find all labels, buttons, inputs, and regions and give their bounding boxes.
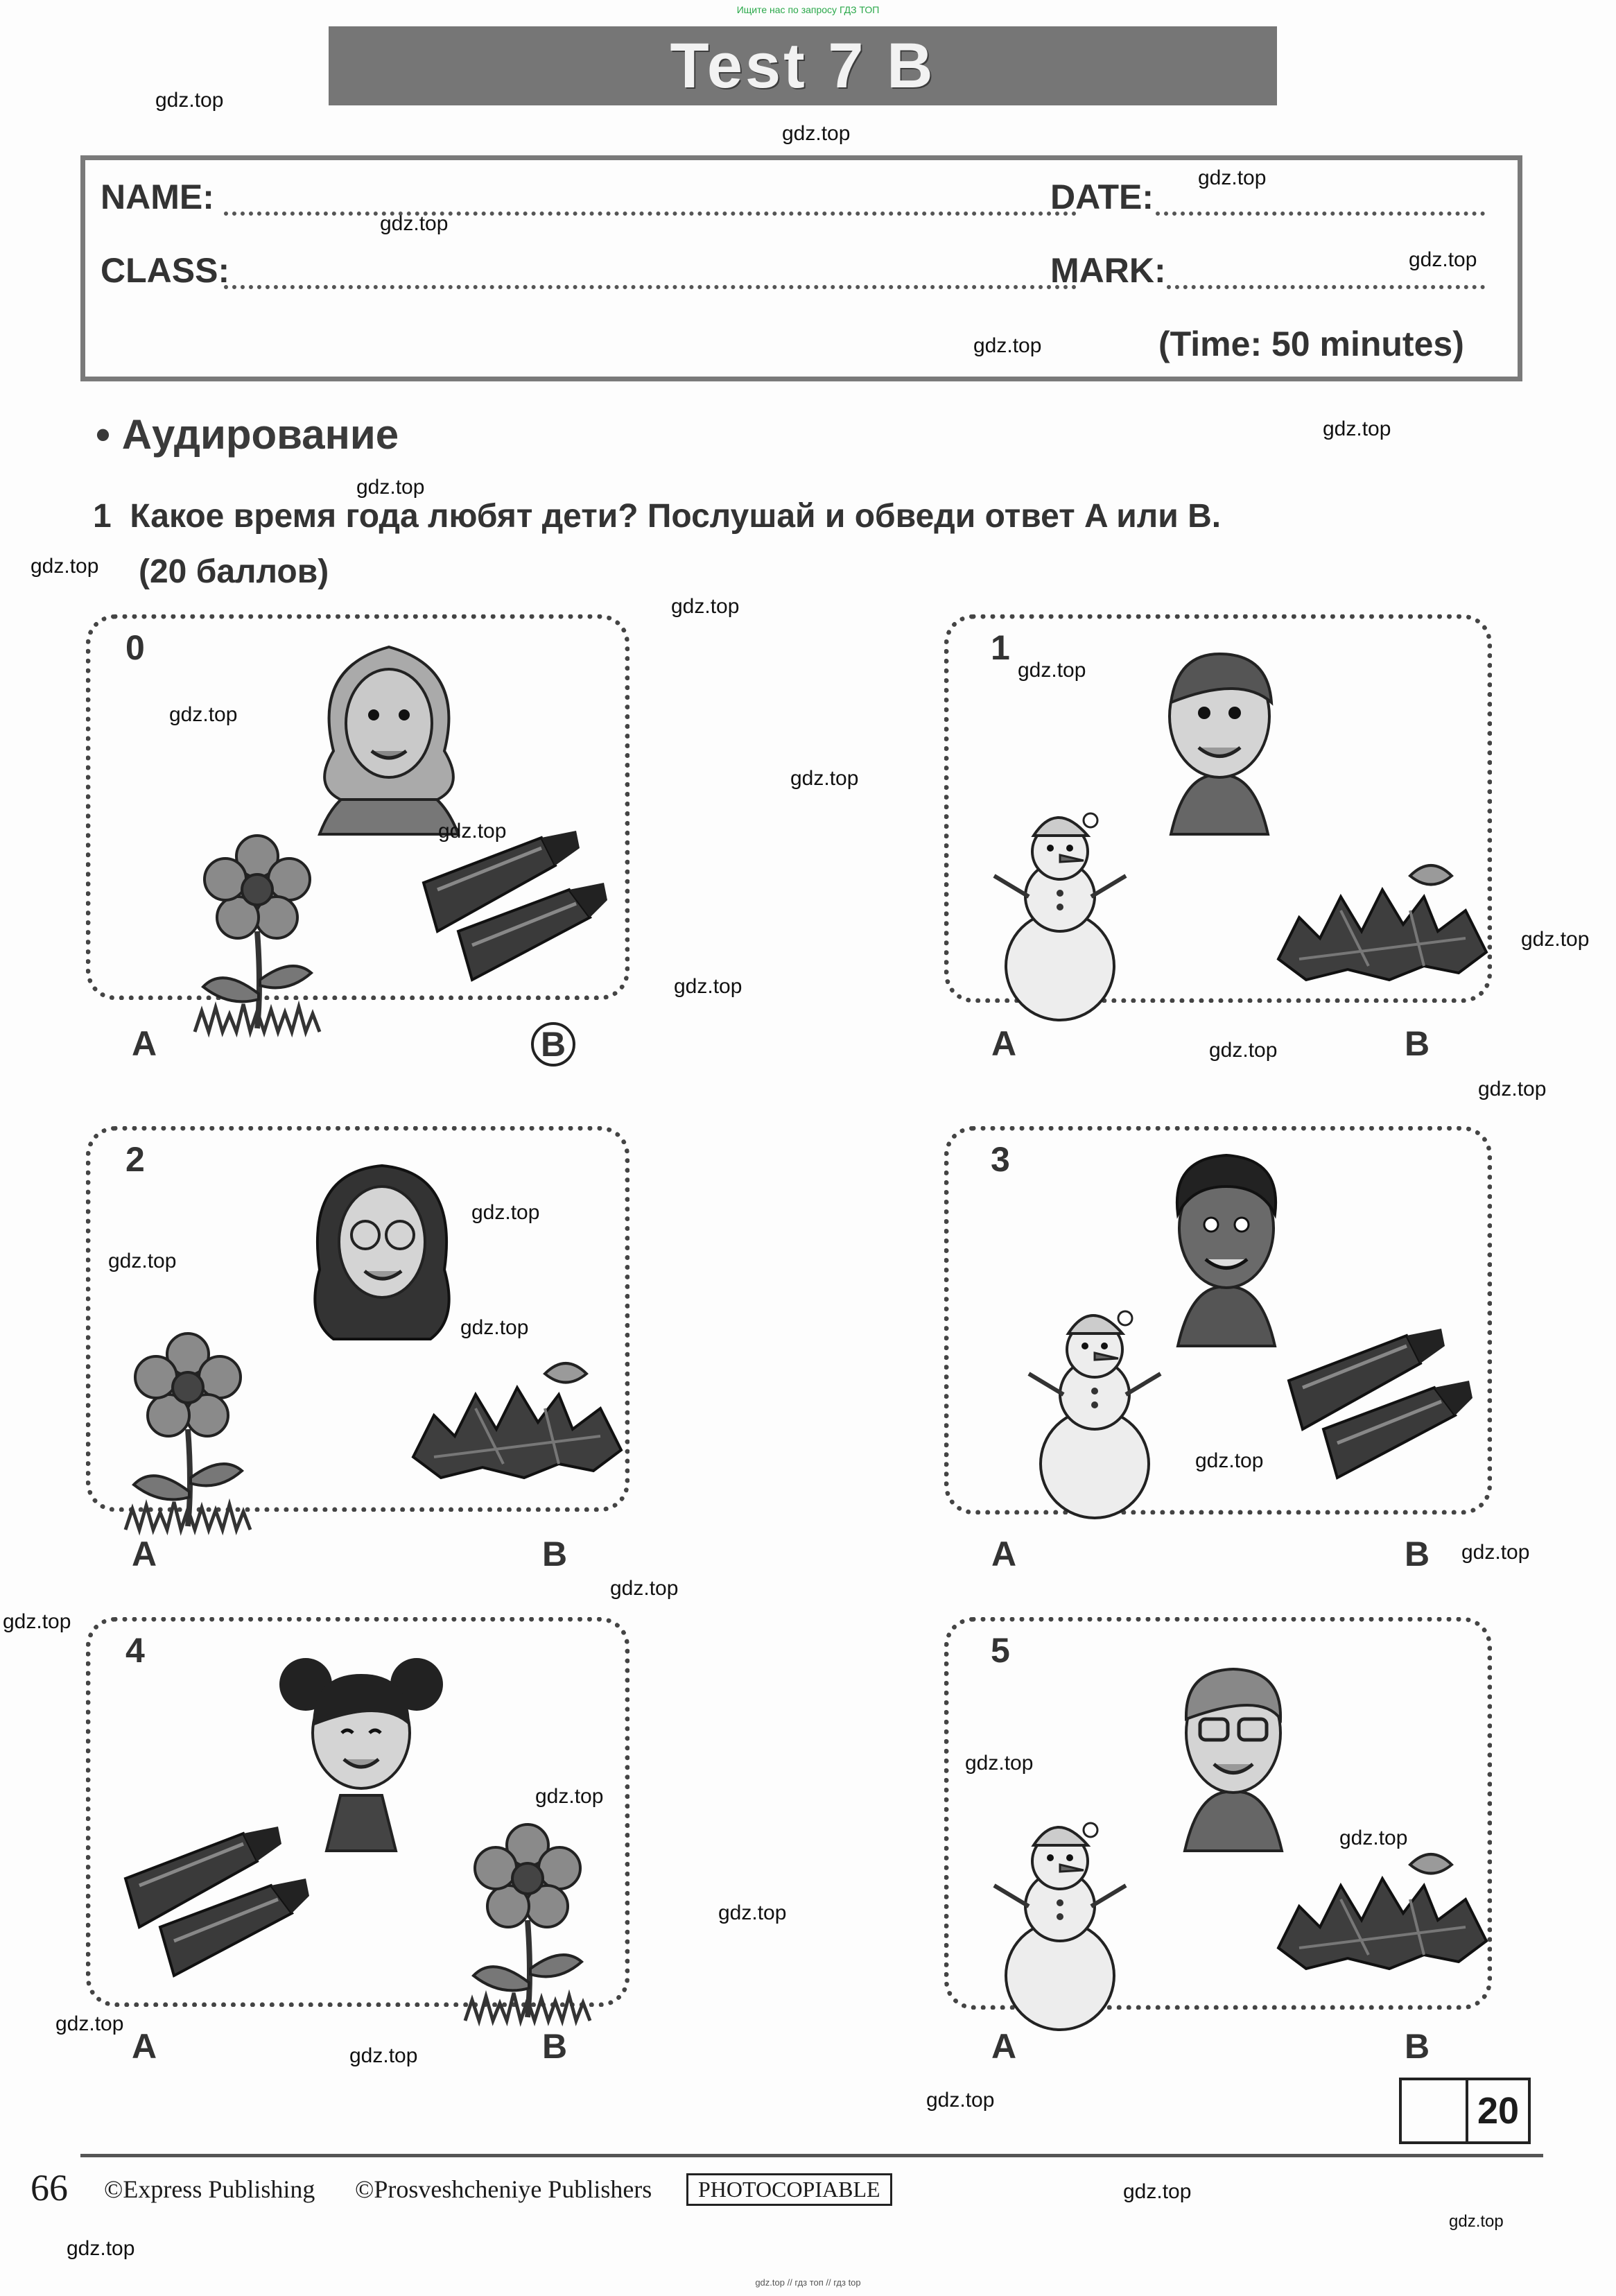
watermark: gdz.top [973, 334, 1042, 357]
flippers-icon [119, 1823, 313, 1976]
panel-number: 0 [125, 628, 145, 667]
leaves-icon [1275, 1844, 1490, 1983]
watermark: gdz.top [471, 1201, 540, 1224]
page-number: 66 [31, 2167, 68, 2209]
watermark: gdz.top [55, 2012, 124, 2035]
watermark: gdz.top [155, 89, 224, 112]
task-points: (20 баллов) [139, 553, 329, 590]
panel-4 [86, 1617, 629, 2007]
watermark: gdz.top [1461, 1541, 1530, 1564]
boy-icon [1143, 633, 1296, 834]
watermark: gdz.top [782, 122, 851, 145]
watermark: gdz.top [1018, 659, 1086, 682]
watermark: gdz.top [671, 595, 740, 618]
option-b[interactable]: B [542, 1535, 568, 1573]
watermark: gdz.top [1209, 1039, 1278, 1062]
snowman-icon [984, 813, 1136, 1001]
time-limit: (Time: 50 minutes) [1158, 325, 1464, 363]
mark-field[interactable] [1167, 285, 1485, 289]
watermark: gdz.top [1449, 2212, 1504, 2231]
watermark: gdz.top [1409, 248, 1477, 271]
option-a[interactable]: A [132, 1535, 157, 1573]
watermark: gdz.top [108, 1250, 177, 1272]
watermark: gdz.top [718, 1901, 787, 1924]
footer-divider [80, 2154, 1543, 2157]
watermark: gdz.top [1521, 928, 1590, 951]
class-label: CLASS: [101, 251, 230, 290]
snowman-icon [984, 1823, 1136, 2010]
watermark: gdz.top [1198, 166, 1267, 189]
name-label: NAME: [101, 178, 214, 216]
watermark: gdz.top [1195, 1449, 1264, 1472]
watermark: gdz.top [460, 1316, 529, 1339]
watermark: gdz.top [610, 1577, 679, 1600]
task-number: 1 [93, 498, 112, 535]
bullet-icon: • [96, 411, 122, 458]
panel-number: 4 [125, 1631, 145, 1670]
watermark: gdz.top [31, 555, 99, 578]
flower-icon [119, 1346, 257, 1505]
publisher-1: ©Express Publishing [104, 2175, 315, 2203]
watermark: gdz.top [380, 212, 449, 235]
girl-glasses-icon [299, 1145, 465, 1353]
option-b: B [540, 1025, 566, 1064]
watermark: gdz.top [438, 820, 507, 843]
panel-5 [944, 1617, 1492, 2010]
student-info-box [80, 155, 1522, 381]
answer-circle[interactable] [531, 1022, 575, 1067]
watermark: gdz.top [169, 703, 238, 726]
date-label: DATE: [1050, 178, 1154, 216]
watermark: gdz.top [926, 2089, 995, 2112]
score-box [1399, 2078, 1531, 2144]
option-a[interactable]: A [991, 1024, 1017, 1063]
option-b[interactable]: B [1405, 2027, 1430, 2066]
option-b[interactable]: B [1405, 1024, 1430, 1063]
leaves-icon [410, 1353, 625, 1492]
watermark: gdz.top [965, 1752, 1034, 1775]
option-a[interactable]: A [132, 2027, 157, 2066]
panel-number: 1 [991, 628, 1010, 667]
score-input[interactable] [1402, 2080, 1468, 2141]
page-title: Test 7 B [670, 30, 936, 101]
boy-glasses-icon [1157, 1643, 1310, 1851]
flippers-icon [417, 827, 611, 980]
snowman-icon [1018, 1311, 1171, 1499]
task-instruction [93, 489, 1535, 600]
option-a[interactable]: A [991, 2027, 1017, 2066]
section-heading [96, 411, 399, 458]
watermark: gdz.top [356, 476, 425, 499]
task-text: Какое время года любят дети? Послушай и обведи ответ A или B. [130, 498, 1222, 535]
panel-number: 5 [991, 1631, 1010, 1670]
girl-buns-icon [278, 1643, 444, 1851]
top-link[interactable]: Ищите нас по запросу ГДЗ ТОП [736, 4, 880, 15]
name-field[interactable] [224, 212, 1077, 216]
flower-icon [458, 1837, 597, 1996]
score-max: 20 [1477, 2090, 1520, 2132]
panel-number: 2 [125, 1140, 145, 1179]
watermark: gdz.top [3, 1610, 71, 1633]
option-b[interactable]: B [1405, 1535, 1430, 1573]
watermark: gdz.top [674, 975, 742, 998]
watermark: gdz.top [1323, 417, 1391, 440]
watermark: gdz.top [790, 767, 859, 790]
option-a[interactable]: A [991, 1535, 1017, 1573]
publisher-2: ©Prosveshcheniye Publishers [355, 2175, 652, 2203]
watermark: gdz.top [67, 2237, 135, 2260]
option-b[interactable]: B [542, 2027, 568, 2066]
watermark: gdz.top [1123, 2180, 1192, 2203]
watermark: gdz.top [1339, 1827, 1408, 1849]
watermark: gdz.top [1478, 1078, 1547, 1100]
girl-icon [299, 626, 479, 834]
class-field[interactable] [224, 285, 1077, 289]
section-title: Аудирование [121, 411, 399, 458]
option-a[interactable]: A [132, 1024, 157, 1063]
panel-number: 3 [991, 1140, 1010, 1179]
bottom-link[interactable]: gdz.top // гдз топ // гдз top [755, 2277, 861, 2288]
leaves-icon [1275, 855, 1490, 994]
panel-2 [86, 1126, 629, 1512]
mark-label: MARK: [1050, 251, 1166, 290]
flippers-icon [1282, 1325, 1476, 1478]
watermark: gdz.top [349, 2044, 418, 2067]
panel-0 [86, 614, 629, 1000]
date-field[interactable] [1156, 212, 1485, 216]
boy-curly-icon [1150, 1138, 1303, 1346]
photocopiable-badge: PHOTOCOPIABLE [686, 2173, 892, 2206]
title-banner [329, 26, 1277, 105]
watermark: gdz.top [535, 1785, 604, 1808]
flower-icon [188, 848, 327, 1008]
